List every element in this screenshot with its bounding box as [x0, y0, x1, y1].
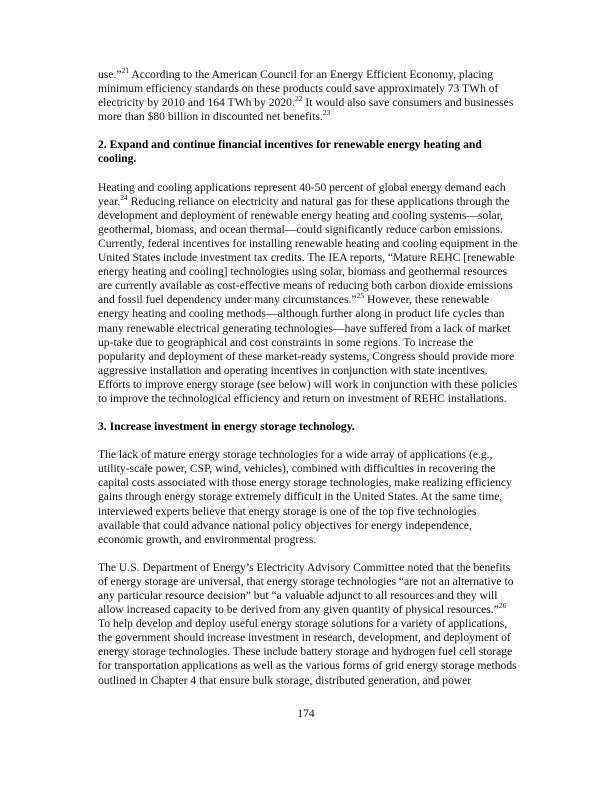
paragraph-efficiency-standards — [98, 68, 518, 124]
paragraph-doe-electricity-advisory — [98, 561, 518, 688]
footnote-marker[interactable]: 23 — [322, 108, 331, 118]
text-run: The U.S. Department of Energy’s Electricity Advisory Committee noted that the benefits of energy storage are universal, that energy storage technologies “are not an alternative to any particular resource decision” but “a valuable adjunct to all resources and they will allow increased capacity to be derived from any given quantity of physical resources.” — [98, 560, 514, 617]
paragraph-mature-storage-lack — [98, 448, 518, 547]
text-run: 2. Expand and continue financial incentives for renewable energy heating and cooling. — [98, 138, 482, 166]
text-run: The lack of mature energy storage technologies for a wide array of applications (e.g., utility-scale power, CSP, wind, vehicles), combined with difficulties in recovering the capital costs associated with those energy storage technologies, make realizing efficiency gains through energy storage extremely difficult in the United States. At the same time, interviewed experts believe that energy storage is one of the top five technologies available that could advance national policy objectives for energy independence, economic growth, and environmental progress. — [98, 448, 512, 546]
footnote-marker[interactable]: 24 — [120, 192, 128, 202]
text-run: It would also save consumers and businesses more than $80 billion in discounted net benefits. — [98, 96, 514, 124]
text-run: 3. Increase investment in energy storage technology. — [98, 420, 355, 434]
footnote-marker[interactable]: 22 — [294, 94, 303, 104]
footnote-marker[interactable]: 21 — [121, 66, 130, 76]
heading-increase-investment-storage — [98, 420, 518, 434]
text-run: Heating and cooling applications represent 40-50 percent of global energy demand each year. — [98, 180, 506, 208]
page-number: 174 — [297, 707, 315, 720]
text-run: To help develop and deploy useful energy storage solutions for a variety of applications, the government should increase investment in research, development, and deployment of energy storage technologies. These include battery storage and hydrogen fuel cell storage for transportation applications as well as the various forms of grid energy storage methods outlined in Chapter 4 that ensure bulk storage, distributed generation, and power — [98, 617, 517, 687]
heading-expand-financial-incentives — [98, 138, 518, 166]
text-run: Reducing reliance on electricity and natural gas for these applications through the development and deployment of renewable energy heating and cooling systems—solar, geothermal, biomass, and ocean thermal—could significantly reduce carbon emissions. Currently, federal incentives for installing renewable heating and cooling equipment in the United States include investment tax credits. The IEA reports, “Mature REHC [renewable energy heating and cooling] technologies using solar, biomass and geothermal resources are currently available as cost-effective means of reducing both carbon dioxide emissions and fossil fuel dependency under many circumstances.” — [98, 194, 518, 307]
text-run: According to the American Council for an Energy Efficient Economy, placing minimum efficiency standards on these products could save approximately 73 TWh of electricity by 2010 and 164 TWh by 2020. — [98, 68, 499, 110]
footnote-marker[interactable]: 25 — [356, 291, 365, 301]
text-run: use.” — [98, 68, 122, 81]
paragraph-heating-cooling — [98, 181, 518, 407]
text-run: However, these renewable energy heating and cooling methods—although further along in product life cycles than many renewable electrical generating technologies—have suffered from a lack of market up-take due to geographical and cost constraints in some regions. To increase the popularity and deployment of these market-ready systems, Congress should provide more aggressive installation and operating incentives in conjunction with state incentives. Efforts to improve energy storage (see below) will work in conjunction with these policies to improve the technological efficiency and return on investment of REHC installations. — [98, 293, 518, 405]
footnote-marker[interactable]: 26 — [498, 601, 507, 611]
page-body-content — [98, 68, 518, 702]
